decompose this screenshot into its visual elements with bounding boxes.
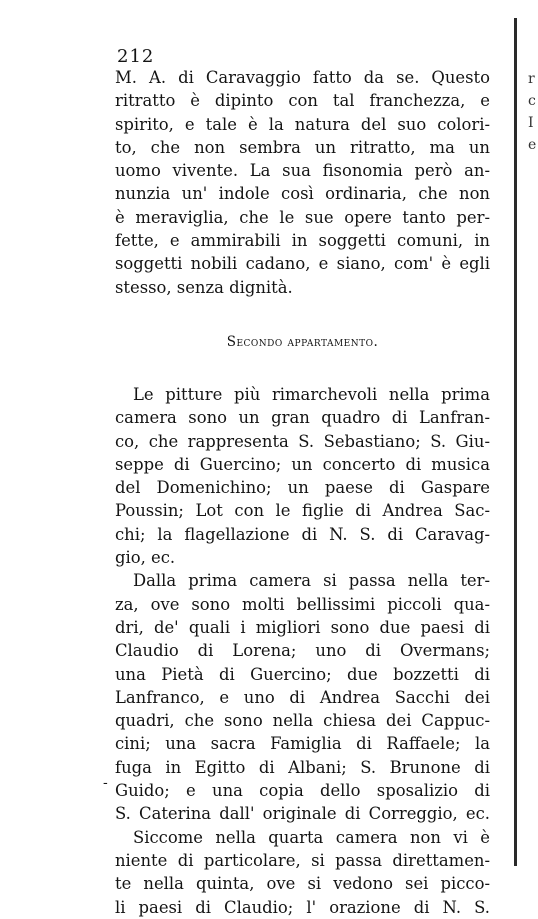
text-line: seppe di Guercino; un concerto di musica	[115, 454, 490, 474]
text-line: niente di particolare, si passa direttamen-	[115, 850, 490, 870]
page-body	[115, 66, 490, 919]
text-line: stesso, senza dignità.	[115, 277, 293, 297]
text-line: to, che non sembra un ritratto, ma un	[115, 137, 490, 157]
text-line: za, ove sono molti bellissimi piccoli qua-	[115, 594, 490, 614]
text-line: uomo vivente. La sua fisonomia però an-	[115, 161, 490, 181]
text-line: Dalla prima camera si passa nella ter-	[133, 571, 490, 591]
text-line: del Domenichino; un paese di Gaspare	[115, 478, 490, 498]
text-line: quadri, che sono nella chiesa dei Cappuc-	[115, 711, 490, 731]
text-line: ritratto è dipinto con tal franchezza, e	[115, 91, 490, 111]
text-line: M. A. di Caravaggio fatto da se. Questo	[115, 68, 490, 87]
text-line: spirito, e tale è la natura del suo colori-	[115, 114, 490, 134]
paragraph-3	[115, 569, 490, 825]
text-line: Le pitture più rimarchevoli nella prima	[133, 384, 490, 404]
text-line: dri, de' quali i migliori sono due paesi di	[115, 617, 490, 637]
text-line: S. Caterina dall' originale di Correggio, ec.	[115, 804, 490, 824]
text-line: camera sono un gran quadro di Lanfran-	[115, 408, 490, 428]
text-line: fuga in Egitto di Albani; S. Brunone di	[115, 757, 490, 777]
paragraph-4	[115, 826, 490, 919]
text-line: Siccome nella quarta camera non vi è	[133, 827, 490, 847]
edge-glyph: c	[528, 93, 536, 109]
margin-mark: -	[103, 775, 108, 791]
edge-glyph: r	[528, 71, 535, 87]
text-line: gio, ec.	[115, 548, 176, 568]
text-line: una Pietà di Guercino; due bozzetti di	[115, 664, 490, 684]
edge-glyph: e	[528, 137, 537, 153]
text-line: Claudio di Lorena; uno di Overmans;	[115, 641, 490, 661]
text-line: cini; una sacra Famiglia di Raffaele; la	[115, 734, 490, 754]
text-line: te nella quinta, ove si vedono sei picco-	[115, 874, 490, 894]
text-line: è meraviglia, che le sue opere tanto per-	[115, 207, 490, 227]
text-line: li paesi di Claudio; l' orazione di N. S.	[115, 897, 490, 917]
text-line: fette, e ammirabili in soggetti comuni, in	[115, 231, 490, 251]
text-line: Poussin; Lot con le figlie di Andrea Sac-	[115, 501, 490, 521]
page-number: 212	[117, 46, 155, 67]
edge-glyph: I	[528, 115, 534, 131]
section-heading: Secondo appartamento.	[226, 333, 379, 350]
text-line: co, che rappresenta S. Sebastiano; S. Giu-	[115, 431, 490, 451]
paragraph-2	[115, 383, 490, 569]
paragraph-1	[115, 66, 490, 299]
text-line: nunzia un' indole così ordinaria, che non	[115, 184, 490, 204]
facing-page-glyphs	[528, 68, 538, 156]
text-line: Lanfranco, e uno di Andrea Sacchi dei	[115, 687, 490, 707]
text-line: chi; la flagellazione di N. S. di Caravag-	[115, 524, 490, 544]
text-line: soggetti nobili cadano, e siano, com' è egli	[115, 254, 490, 274]
facing-page-edge	[514, 18, 517, 866]
text-line: Guido; e una copia dello sposalizio di	[115, 781, 490, 801]
